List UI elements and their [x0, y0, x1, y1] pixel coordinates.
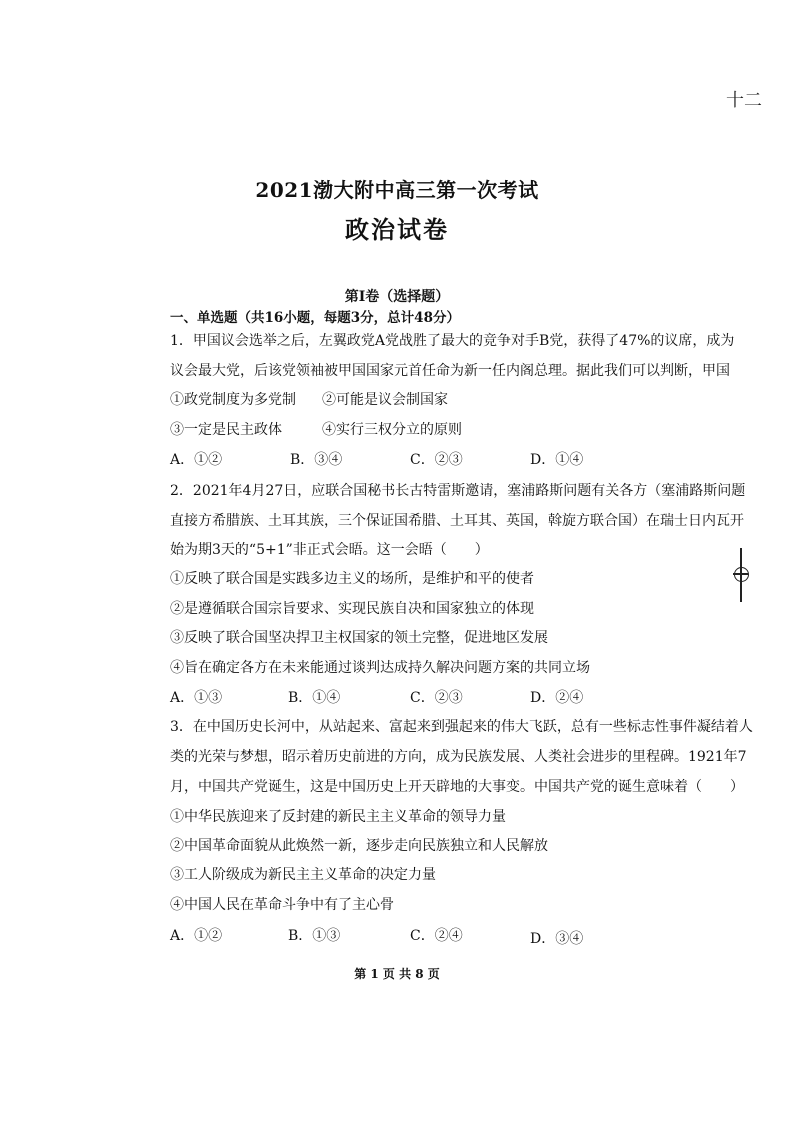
- subject-title: 政治试卷: [345, 215, 449, 244]
- q2-choice-a: A．①③: [170, 690, 223, 706]
- q1-stem-line-1: 1．甲国议会选举之后，左翼政党A党战胜了最大的竞争对手B党，获得了47%的议席，成为: [170, 333, 735, 349]
- q1-choice-b: B．③④: [290, 452, 343, 468]
- q2-item-2: ②是遵循联合国宗旨要求、实现民族自决和国家独立的体现: [170, 601, 534, 617]
- binding-mark: [733, 573, 748, 575]
- q2-stem-line-2: 直接方希腊族、土耳其族，三个保证国希腊、土耳其、英国，斡旋方联合国）在瑞士日内瓦开: [170, 513, 744, 529]
- section-title: 一、单选题（共16小题，每题3分，总计48分）: [170, 310, 460, 326]
- q2-item-1: ①反映了联合国是实践多边主义的场所，是维护和平的使者: [170, 571, 534, 587]
- q1-item-2: ②可能是议会制国家: [322, 392, 448, 408]
- q1-stem-line-2: 议会最大党，后该党领袖被甲国国家元首任命为新一任内阁总理。据此我们可以判断，甲国: [170, 363, 730, 379]
- exam-title: 2021渤大附中高三第一次考试: [255, 178, 539, 202]
- part-title: 第Ⅰ卷（选择题）: [344, 289, 450, 305]
- q2-item-4: ④旨在确定各方在未来能通过谈判达成持久解决问题方案的共同立场: [170, 660, 590, 676]
- q2-choice-c: C．②③: [410, 690, 463, 706]
- q3-choice-a: A．①②: [170, 928, 223, 944]
- q3-choice-b: B．①③: [288, 928, 341, 944]
- q3-stem-line-1: 3．在中国历史长河中，从站起来、富起来到强起来的伟大飞跃，总有一些标志性事件凝结着人: [170, 719, 753, 735]
- q3-item-3: ③工人阶级成为新民主主义革命的决定力量: [170, 867, 436, 883]
- page-footer: 第 1 页 共 8 页: [354, 967, 440, 981]
- q3-item-4: ④中国人民在革命斗争中有了主心骨: [170, 897, 394, 913]
- q3-choice-c: C．②④: [410, 928, 463, 944]
- q3-stem-line-3: 月，中国共产党诞生，这是中国历史上开天辟地的大事变。中国共产党的诞生意味着（ ）: [170, 779, 744, 795]
- q2-stem-line-3: 始为期3天的“5+1”非正式会晤。这一会晤（ ）: [170, 542, 489, 558]
- corner-mark: 十二: [726, 90, 762, 111]
- q2-stem-line-1: 2．2021年4月27日，应联合国秘书长古特雷斯邀请，塞浦路斯问题有关各方（塞浦路斯问题: [170, 483, 746, 499]
- q1-choice-a: A．①②: [170, 452, 223, 468]
- q2-choice-b: B．①④: [288, 690, 341, 706]
- q3-choice-d: D．③④: [530, 931, 584, 947]
- q1-item-4: ④实行三权分立的原则: [322, 422, 462, 438]
- q1-item-3: ③一定是民主政体: [170, 422, 282, 438]
- q3-item-1: ①中华民族迎来了反封建的新民主主义革命的领导力量: [170, 809, 506, 825]
- q1-choice-d: D．①④: [530, 452, 584, 468]
- q2-choice-d: D．②④: [530, 690, 584, 706]
- q2-item-3: ③反映了联合国坚决捍卫主权国家的领土完整，促进地区发展: [170, 630, 548, 646]
- q3-item-2: ②中国革命面貌从此焕然一新，逐步走向民族独立和人民解放: [170, 838, 548, 854]
- binding-hole: [734, 567, 749, 582]
- q3-stem-line-2: 类的光荣与梦想，昭示着历史前进的方向，成为民族发展、人类社会进步的里程碑。1921年7: [170, 749, 747, 765]
- q1-item-1: ①政党制度为多党制: [170, 392, 296, 408]
- q1-choice-c: C．②③: [410, 452, 463, 468]
